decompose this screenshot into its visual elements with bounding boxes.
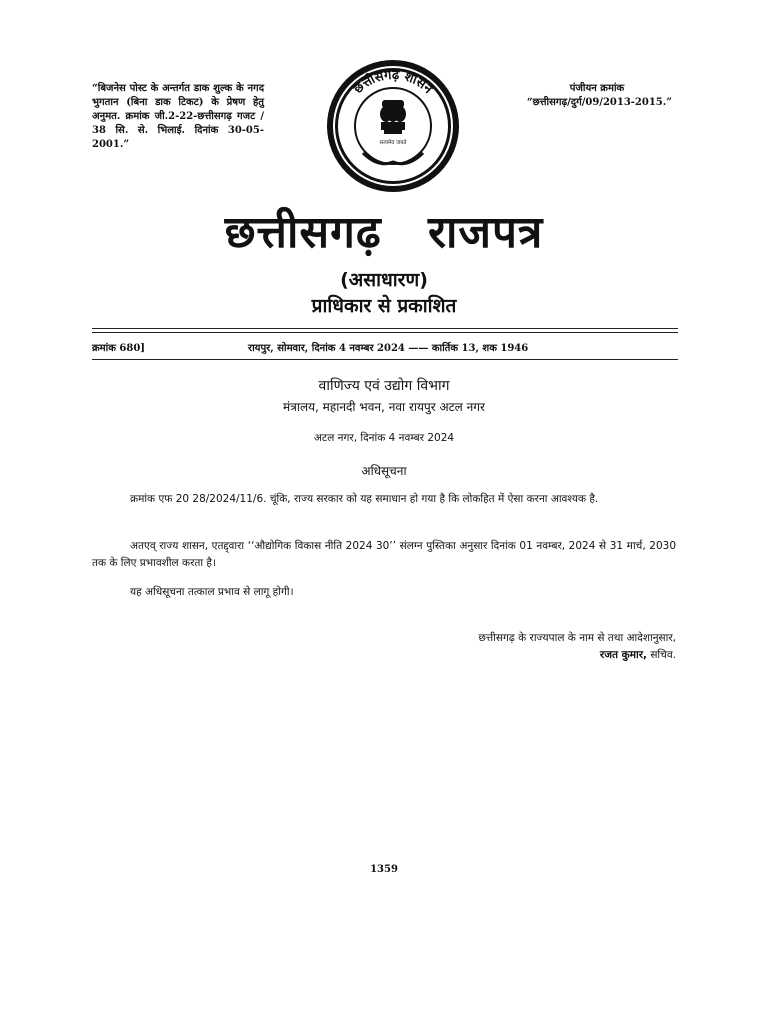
registration-block: [482, 82, 672, 110]
notice-paragraph-2: अतएव् राज्य शासन, एतद्द्वारा ‘‘औद्योगिक विकास नीति 2024 30’’ संलग्न पुस्तिका अनुसार दिनांक 01 नवम्बर, 2024 से 31 मार्च, 2030 तक के लिए प्रभावशील करता है।: [92, 540, 676, 569]
notice-place-date: अटल नगर, दिनांक 4 नवम्बर 2024: [313, 432, 455, 444]
seal-motto: सत्यमेव जयते: [379, 140, 407, 146]
top-rule: [92, 328, 678, 329]
issue-number: क्रमांक 680]: [92, 343, 146, 354]
state-emblem-seal: [318, 58, 468, 193]
gazette-title: छत्तीसगढ़ राजपत्र: [224, 207, 544, 258]
top-rule-double: [92, 332, 678, 333]
department-name: वाणिज्य एवं उद्योग विभाग: [318, 378, 450, 394]
by-order-line: छत्तीसगढ़ के राज्यपाल के नाम से तथा आदेशानुसार,: [478, 632, 676, 644]
notice-paragraph-1: क्रमांक एफ 20 28/2024/11/6. चूंकि, राज्य सरकार को यह समाधान हो गया है कि लोकहित में ऐसा करना आवश्यक है.: [130, 493, 599, 505]
signatory: [600, 648, 676, 662]
postal-permit-note: “बिजनेस पोस्ट के अन्तर्गत डाक शुल्क के नगद भुगतान (बिना डाक टिकट) के प्रेषण हेतु अनुमत. क्रमांक जी.2-22-छत्तीसगढ़ गजट / 38 सि. से. भिलाई. दिनांक 30-05-2001.”: [92, 83, 264, 150]
bottom-rule: [92, 359, 678, 360]
page-number: 1359: [370, 864, 398, 875]
seal-ring-text: छत्तीसगढ़ शासन: [350, 67, 436, 98]
seal-emblem-icon: [318, 58, 468, 193]
signatory-title: सचिव.: [650, 649, 676, 661]
gazette-subtitle: (असाधारण): [340, 269, 428, 291]
department-address: मंत्रालय, महानदी भवन, नवा रायपुर अटल नगर: [283, 400, 485, 414]
issue-date-line: रायपुर, सोमवार, दिनांक 4 नवम्बर 2024 —— कार्तिक 13, शक 1946: [248, 343, 529, 354]
gazette-authority-line: प्राधिकार से प्रकाशित: [311, 295, 457, 317]
registration-number: “छत्तीसगढ़/दुर्ग/09/2013-2015.”: [526, 97, 672, 108]
notice-paragraph-3: यह अधिसूचना तत्काल प्रभाव से लागू होगी।: [130, 586, 294, 598]
notification-heading: अधिसूचना: [361, 464, 407, 478]
signatory-name: रजत कुमार,: [599, 649, 647, 661]
registration-label: पंजीयन क्रमांक: [569, 83, 625, 94]
